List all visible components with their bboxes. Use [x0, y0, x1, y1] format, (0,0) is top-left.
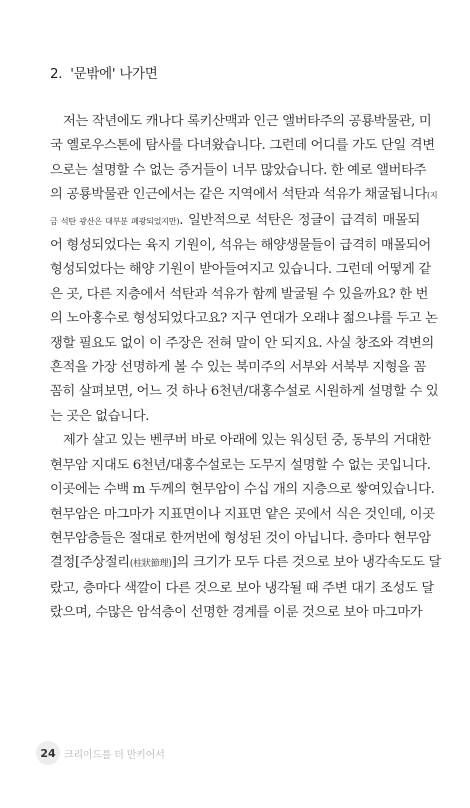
text-segment: ]의 크기가 모두 다른 것으로 보아 냉각속도도 달 — [171, 555, 442, 571]
text-line: 흔적을 가장 선명하게 볼 수 있는 북미주의 서부와 서북부 지형을 꼼 — [50, 360, 427, 376]
text-line — [50, 209, 420, 234]
text-line: 꼼히 살펴보면, 어느 것 하나 6천년/대홍수설로 시원하게 설명할 수 있 — [50, 384, 439, 400]
paragraph-1 — [50, 110, 439, 429]
text-line: 랐으며, 수많은 암석층이 선명한 경계를 이룬 것으로 보아 마그마가 — [50, 605, 423, 621]
text-line: 어 형성되었다는 육지 기원이, 석유는 해양생물들이 급격히 매몰되어 — [50, 238, 431, 254]
text-line: 는 곳은 없습니다. — [50, 408, 150, 424]
text-line: 쟁할 필요도 없이 이 주장은 전혀 말이 안 되지요. 사실 창조와 격변의 — [50, 335, 434, 351]
text-line: 현무암층들은 절대로 한꺼번에 형성된 것이 아닙니다. 층마다 현무암 — [50, 530, 431, 546]
text-segment: 결정[주상절리 — [50, 555, 130, 571]
text-line: 현무암은 마그마가 지표면이나 지표면 얕은 곳에서 식은 것인데, 이곳 — [50, 506, 435, 522]
text-line: 의 노아홍수로 형성되었다고요? 지구 연대가 오래냐 젊으냐를 두고 논 — [50, 311, 438, 327]
footnote-inline: (지 — [427, 191, 438, 201]
text-line: 현무암 지대도 6천년/대홍수설로는 도무지 설명할 수 없는 곳입니다. — [50, 457, 431, 473]
footnote-inline: 금 석탄 광산은 대부분 폐광되었지만) — [50, 216, 180, 226]
text-line: 은 곳, 다른 지층에서 석탄과 석유가 함께 발굴될 수 있을까요? 한 번 — [50, 286, 429, 302]
text-line — [50, 551, 442, 576]
text-line: 랐고, 층마다 색깔이 다른 것으로 보아 냉각될 때 주변 대기 조성도 달 — [50, 580, 434, 596]
text-line: 이곳에는 수백 m 두께의 현무암이 수십 개의 지층으로 쌓여있습니다. — [50, 482, 435, 498]
hanja-annotation: (柱狀節理) — [129, 559, 172, 570]
running-title: 크리이드를 더 만키어서 — [64, 749, 165, 761]
paragraph-2 — [50, 429, 442, 625]
text-line: 형성되었다는 해양 기원이 받아들여지고 있습니다. 그런데 어떻게 같 — [50, 262, 431, 278]
section-title: '문밖에' 나가면 — [70, 66, 158, 82]
section-heading — [50, 62, 158, 82]
page-number: 24 — [36, 741, 60, 765]
page-footer — [36, 741, 165, 765]
text-line: 국 옐로우스톤에 탐사를 다녀왔습니다. 그런데 어디를 가도 단일 격변 — [50, 138, 435, 154]
section-number: 2. — [50, 66, 63, 82]
body-text — [50, 110, 442, 626]
text-line — [50, 183, 438, 208]
text-segment: 의 공룡박물관 인근에서는 같은 지역에서 석탄과 석유가 채굴됩니다 — [50, 187, 427, 203]
text-line: 저는 작년에도 캐나다 록키산맥과 인근 앨버타주의 공룡박물관, 미 — [63, 114, 432, 129]
text-line: 으로는 설명할 수 없는 증거들이 너무 많았습니다. 한 예로 앨버타주 — [50, 162, 427, 178]
text-segment: . 일반적으로 석탄은 정글이 급격히 매몰되 — [179, 212, 420, 228]
text-line: 제가 살고 있는 벤쿠버 바로 아래에 있는 워싱턴 중, 동부의 거대한 — [63, 433, 431, 449]
